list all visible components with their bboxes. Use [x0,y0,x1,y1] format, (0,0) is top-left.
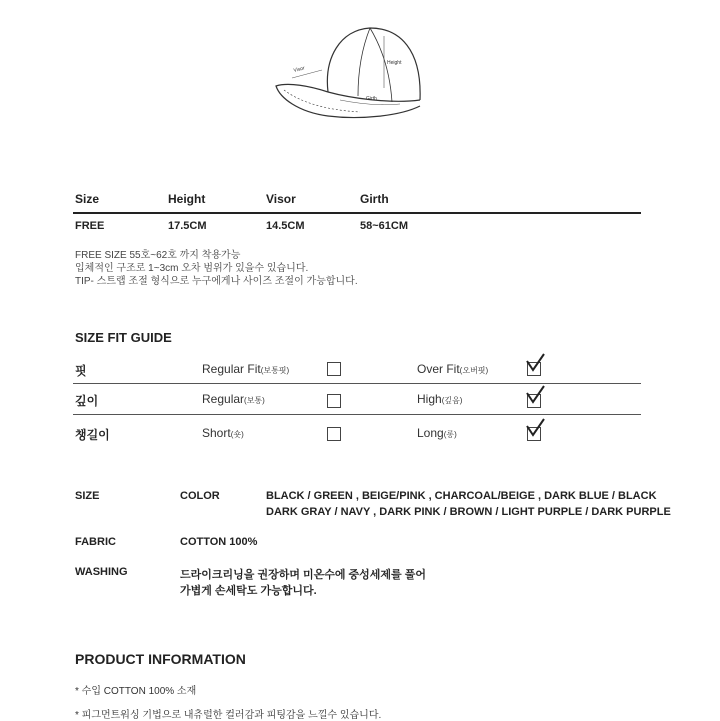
option-korean: (숏) [230,430,244,439]
girth-label: Girth [366,96,377,102]
fit-option-regular [202,392,265,406]
visor-label: Visor [293,65,306,74]
height-label: Height [387,60,402,66]
header-girth: Girth [360,192,389,206]
option-korean: (롱) [443,430,457,439]
option-label: Short [202,426,231,440]
fit-option-short [202,426,244,440]
cell-visor: 14.5CM [266,220,305,232]
option-korean: (깊음) [441,396,463,405]
checkmark-icon [525,384,545,406]
option-label: Over Fit [417,362,460,376]
product-info-item: * 수입 COTTON 100% 소재 [75,686,197,697]
option-korean: (보통핏) [260,366,290,375]
cell-height: 17.5CM [168,220,207,232]
option-label: Regular [202,392,245,406]
product-info-item: * 피그먼트워싱 기법으로 내츄럴한 컬러감과 피팅감을 느낄수 있습니다. [75,710,382,721]
size-note: TIP- 스트랩 조절 형식으로 누구에게나 사이즈 조절이 가능합니다. [75,276,358,287]
cell-size: FREE [75,220,105,232]
spec-fabric-label: FABRIC [75,536,116,548]
color-list: DARK GRAY / NAVY , DARK PINK / BROWN / LIGHT PURPLE / DARK PURPLE [266,506,671,518]
row-divider [73,383,641,384]
spec-color-label: COLOR [180,490,220,502]
checkbox-unchecked[interactable] [327,427,341,441]
fit-option-long [417,426,457,440]
fit-option-regular [202,362,289,376]
fabric-value: COTTON 100% [180,536,258,548]
size-note: 입체적인 구조로 1~3cm 오차 범위가 있을수 있습니다. [75,263,309,274]
header-size: Size [75,192,100,206]
product-info-title: PRODUCT INFORMATION [75,651,246,667]
header-height: Height [168,192,206,206]
checkmark-icon [525,417,545,439]
row-divider [73,414,641,415]
fit-option-over [417,362,488,376]
washing-text: 드라이크리닝을 권장하며 미온수에 중성세제를 풀어 [180,569,426,581]
checkbox-unchecked[interactable] [327,362,341,376]
fit-guide-title: SIZE FIT GUIDE [75,330,172,345]
fit-option-high [417,392,462,406]
option-korean: (보통) [244,396,265,405]
cap-measurement-diagram [270,8,440,126]
checkbox-unchecked[interactable] [327,394,341,408]
option-label: Long [417,426,444,440]
fit-row-label: 챙길이 [75,428,110,442]
fit-row-label: 깊이 [75,394,99,408]
spec-size-label: SIZE [75,490,100,502]
option-label: Regular Fit [202,362,261,376]
checkmark-icon [525,352,545,374]
spec-washing-label: WASHING [75,566,128,578]
table-divider [73,212,641,214]
fit-row-label: 핏 [75,364,87,378]
option-label: High [417,392,442,406]
color-list: BLACK / GREEN , BEIGE/PINK , CHARCOAL/BEIGE , DARK BLUE / BLACK [266,490,657,502]
size-note: FREE SIZE 55호~62호 까지 착용가능 [75,250,241,261]
option-korean: (오버핏) [459,366,489,375]
cell-girth: 58~61CM [360,220,409,232]
washing-text: 가볍게 손세탁도 가능합니다. [180,585,317,597]
header-visor: Visor [266,192,296,206]
